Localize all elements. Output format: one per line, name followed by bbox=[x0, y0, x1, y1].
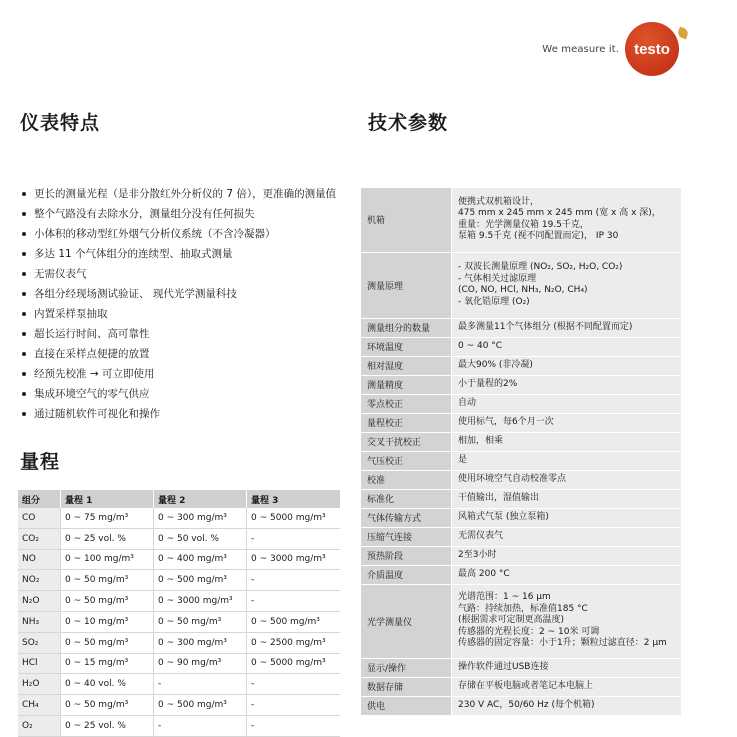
feature-item: 小体积的移动型红外烟气分析仪系统（不含冷凝器） bbox=[20, 224, 350, 244]
range-row bbox=[18, 632, 340, 653]
range-cell-value: - bbox=[247, 570, 341, 591]
range-cell-component: N₂O bbox=[18, 591, 61, 612]
tech-key: 校准 bbox=[361, 470, 452, 489]
tech-value-line: 使用标气，每6个月一次 bbox=[458, 416, 554, 427]
range-cell-component: NH₃ bbox=[18, 611, 61, 632]
range-cell-value: 0 ~ 2500 mg/m³ bbox=[247, 632, 341, 653]
features-heading: 仪表特点 bbox=[20, 112, 101, 134]
range-cell-value: 0 ~ 50 mg/m³ bbox=[61, 570, 154, 591]
tech-key: 标准化 bbox=[361, 489, 452, 508]
feature-item: 直接在采样点便捷的放置 bbox=[20, 344, 350, 364]
tech-value bbox=[452, 677, 682, 696]
range-cell-component: CO₂ bbox=[18, 528, 61, 549]
tech-value-line: 475 mm x 245 mm x 245 mm (宽 x 高 x 深)， bbox=[458, 208, 661, 219]
tech-value-line: 操作软件通过USB连接 bbox=[458, 661, 549, 672]
features-list bbox=[20, 184, 350, 424]
range-cell-value: 0 ~ 100 mg/m³ bbox=[61, 549, 154, 570]
range-cell-value: 0 ~ 500 mg/m³ bbox=[247, 611, 341, 632]
feature-item: 无需仪表气 bbox=[20, 264, 350, 284]
range-row bbox=[18, 591, 340, 612]
tech-value bbox=[452, 658, 682, 677]
feature-item: 更长的测量光程（是非分散红外分析仪的 7 倍），更准确的测量值 bbox=[20, 184, 350, 204]
range-cell-component: SO₂ bbox=[18, 632, 61, 653]
range-cell-component: NO₂ bbox=[18, 570, 61, 591]
tech-value-line: 气路：持续加热，标准值185 °C bbox=[458, 603, 588, 614]
tech-row bbox=[361, 375, 681, 394]
range-cell-value: - bbox=[247, 695, 341, 716]
tech-key: 光学测量仪 bbox=[361, 584, 452, 658]
tech-key: 气体传输方式 bbox=[361, 508, 452, 527]
range-row bbox=[18, 653, 340, 674]
range-cell-value: 0 ~ 40 vol. % bbox=[61, 674, 154, 695]
tech-row bbox=[361, 394, 681, 413]
range-row bbox=[18, 570, 340, 591]
range-cell-value: 0 ~ 10 mg/m³ bbox=[61, 611, 154, 632]
tech-value-line: 最大90% (非冷凝) bbox=[458, 359, 533, 370]
tech-value-line: 2至3小时 bbox=[458, 549, 497, 560]
tech-value-line: 小于量程的2% bbox=[458, 378, 518, 389]
range-cell-value: 0 ~ 15 mg/m³ bbox=[61, 653, 154, 674]
feature-item: 各组分经现场测试验证、 现代光学测量科技 bbox=[20, 284, 350, 304]
tech-value-line: 自动 bbox=[458, 397, 477, 408]
tech-row bbox=[361, 508, 681, 527]
feature-item: 通过随机软件可视化和操作 bbox=[20, 404, 350, 424]
tech-key: 气压校正 bbox=[361, 451, 452, 470]
brand-tagline: We measure it. bbox=[542, 43, 619, 55]
tech-value bbox=[452, 546, 682, 565]
tech-key: 压缩气连接 bbox=[361, 527, 452, 546]
feature-item: 超长运行时间、高可靠性 bbox=[20, 324, 350, 344]
tech-value bbox=[452, 188, 682, 252]
tech-row bbox=[361, 658, 681, 677]
tech-value-line: 是 bbox=[458, 454, 468, 465]
tech-key: 量程校正 bbox=[361, 413, 452, 432]
tech-key: 预热阶段 bbox=[361, 546, 452, 565]
range-cell-value: 0 ~ 300 mg/m³ bbox=[154, 508, 247, 528]
range-cell-value: - bbox=[247, 528, 341, 549]
tech-value bbox=[452, 508, 682, 527]
range-cell-value: 0 ~ 300 mg/m³ bbox=[154, 632, 247, 653]
range-cell-value: 0 ~ 5000 mg/m³ bbox=[247, 508, 341, 528]
range-row bbox=[18, 674, 340, 695]
range-cell-value: 0 ~ 500 mg/m³ bbox=[154, 570, 247, 591]
range-row bbox=[18, 549, 340, 570]
tech-value-line: (根据需求可定制更高温度) bbox=[458, 615, 565, 626]
tech-key: 机箱 bbox=[361, 188, 452, 252]
range-cell-value: 0 ~ 50 vol. % bbox=[154, 528, 247, 549]
tech-value bbox=[452, 413, 682, 432]
tech-row bbox=[361, 565, 681, 584]
tech-row bbox=[361, 356, 681, 375]
tech-key: 测量原理 bbox=[361, 252, 452, 318]
tech-value-line: 相加，相乘 bbox=[458, 435, 504, 446]
tech-key: 交叉干扰校正 bbox=[361, 432, 452, 451]
range-row bbox=[18, 508, 340, 528]
tech-value bbox=[452, 337, 682, 356]
tech-row bbox=[361, 546, 681, 565]
tech-value bbox=[452, 394, 682, 413]
tech-table bbox=[361, 188, 681, 716]
range-header-component: 组分 bbox=[18, 490, 61, 508]
range-cell-value: 0 ~ 25 vol. % bbox=[61, 528, 154, 549]
feature-item: 内置采样泵抽取 bbox=[20, 304, 350, 324]
range-cell-value: - bbox=[154, 715, 247, 736]
range-header-3: 量程 3 bbox=[247, 490, 341, 508]
range-cell-value: - bbox=[154, 674, 247, 695]
tech-row bbox=[361, 584, 681, 658]
tech-key: 供电 bbox=[361, 696, 452, 715]
range-cell-value: 0 ~ 3000 mg/m³ bbox=[247, 549, 341, 570]
tech-value-line: 230 V AC，50/60 Hz (每个机箱) bbox=[458, 699, 595, 710]
range-cell-value: 0 ~ 500 mg/m³ bbox=[154, 695, 247, 716]
range-cell-value: 0 ~ 400 mg/m³ bbox=[154, 549, 247, 570]
tech-value-line: 最高 200 °C bbox=[458, 568, 510, 579]
tech-value bbox=[452, 565, 682, 584]
tech-value-line: 干值输出，湿值输出 bbox=[458, 492, 540, 503]
brand bbox=[542, 22, 679, 76]
range-cell-value: 0 ~ 50 mg/m³ bbox=[61, 632, 154, 653]
feature-item: 集成环境空气的零气供应 bbox=[20, 384, 350, 404]
tech-value-line: 存储在平板电脑或者笔记本电脑上 bbox=[458, 680, 594, 691]
range-cell-value: - bbox=[247, 674, 341, 695]
range-cell-component: CO bbox=[18, 508, 61, 528]
tech-value-line: - 双波长测量原理 (NO₂, SO₂, H₂O, CO₂) bbox=[458, 262, 623, 272]
feature-item: 经预先校准 → 可立即使用 bbox=[20, 364, 350, 384]
tech-row bbox=[361, 413, 681, 432]
tech-key: 零点校正 bbox=[361, 394, 452, 413]
range-heading: 量程 bbox=[20, 451, 61, 473]
tech-value-line: 无需仪表气 bbox=[458, 530, 504, 541]
tech-value bbox=[452, 432, 682, 451]
tech-value-line: 传感器的光程长度：2 ~ 10米 可调 bbox=[458, 626, 600, 637]
range-cell-value: - bbox=[247, 591, 341, 612]
range-row bbox=[18, 528, 340, 549]
tech-value bbox=[452, 527, 682, 546]
feature-item: 多达 11 个气体组分的连续型、抽取式测量 bbox=[20, 244, 350, 264]
range-row bbox=[18, 715, 340, 736]
logo-text: testo bbox=[634, 40, 670, 58]
tech-value bbox=[452, 252, 682, 318]
tech-value-line: 重量：光学测量仪箱 19.5千克， bbox=[458, 219, 589, 230]
tech-row bbox=[361, 677, 681, 696]
tech-key: 数据存储 bbox=[361, 677, 452, 696]
tech-value bbox=[452, 584, 682, 658]
range-cell-value: - bbox=[247, 715, 341, 736]
tech-key: 测量组分的数量 bbox=[361, 318, 452, 337]
range-cell-component: CH₄ bbox=[18, 695, 61, 716]
tech-value-line: 最多测量11个气体组分 (根据不同配置而定) bbox=[458, 321, 633, 332]
tech-value bbox=[452, 356, 682, 375]
range-cell-value: 0 ~ 3000 mg/m³ bbox=[154, 591, 247, 612]
range-cell-value: 0 ~ 50 mg/m³ bbox=[61, 591, 154, 612]
tech-row bbox=[361, 188, 681, 252]
range-header-1: 量程 1 bbox=[61, 490, 154, 508]
tech-value-line: 0 ~ 40 °C bbox=[458, 340, 503, 351]
tech-value-line: 使用环境空气自动校准零点 bbox=[458, 473, 567, 484]
tech-key: 相对湿度 bbox=[361, 356, 452, 375]
tech-value bbox=[452, 470, 682, 489]
range-cell-component: O₂ bbox=[18, 715, 61, 736]
range-header-2: 量程 2 bbox=[154, 490, 247, 508]
range-row bbox=[18, 611, 340, 632]
tech-value-line: 泵箱 9.5千克 (视不同配置而定)， IP 30 bbox=[458, 231, 619, 242]
range-cell-component: HCl bbox=[18, 653, 61, 674]
range-cell-component: NO bbox=[18, 549, 61, 570]
range-table bbox=[18, 490, 340, 737]
tech-row bbox=[361, 489, 681, 508]
tech-row bbox=[361, 252, 681, 318]
tech-value-line: 便携式双机箱设计， bbox=[458, 196, 540, 207]
range-cell-component: H₂O bbox=[18, 674, 61, 695]
tech-value bbox=[452, 696, 682, 715]
tech-row bbox=[361, 696, 681, 715]
tech-row bbox=[361, 451, 681, 470]
tech-value-line: 传感器的固定容量：小于1升；颗粒过滤直径：2 μm bbox=[458, 638, 667, 649]
range-cell-value: 0 ~ 25 vol. % bbox=[61, 715, 154, 736]
tech-value bbox=[452, 451, 682, 470]
tech-value bbox=[452, 375, 682, 394]
range-cell-value: 0 ~ 50 mg/m³ bbox=[154, 611, 247, 632]
range-cell-value: 0 ~ 75 mg/m³ bbox=[61, 508, 154, 528]
tech-value bbox=[452, 318, 682, 337]
tech-row bbox=[361, 337, 681, 356]
tech-key: 介质温度 bbox=[361, 565, 452, 584]
range-header-row bbox=[18, 490, 340, 508]
range-cell-value: 0 ~ 5000 mg/m³ bbox=[247, 653, 341, 674]
range-row bbox=[18, 695, 340, 716]
feature-item: 整个气路没有去除水分，测量组分没有任何损失 bbox=[20, 204, 350, 224]
tech-value-line: - 气体相关过滤原理 bbox=[458, 273, 537, 284]
tech-key: 测量精度 bbox=[361, 375, 452, 394]
tech-row bbox=[361, 318, 681, 337]
tech-key: 显示/操作 bbox=[361, 658, 452, 677]
tech-key: 环境温度 bbox=[361, 337, 452, 356]
tech-row bbox=[361, 432, 681, 451]
tech-value-line: (CO, NO, HCl, NH₃, N₂O, CH₄) bbox=[458, 285, 588, 295]
tech-value-line: 光谱范围：1 ~ 16 μm bbox=[458, 592, 551, 603]
tech-heading: 技术参数 bbox=[368, 112, 449, 134]
tech-row bbox=[361, 527, 681, 546]
tech-value bbox=[452, 489, 682, 508]
tech-value-line: - 氧化锆原理 (O₂) bbox=[458, 296, 530, 307]
range-cell-value: 0 ~ 50 mg/m³ bbox=[61, 695, 154, 716]
range-cell-value: 0 ~ 90 mg/m³ bbox=[154, 653, 247, 674]
testo-logo bbox=[625, 22, 679, 76]
tech-value-line: 风箱式气泵 (独立泵箱) bbox=[458, 511, 549, 522]
tech-row bbox=[361, 470, 681, 489]
